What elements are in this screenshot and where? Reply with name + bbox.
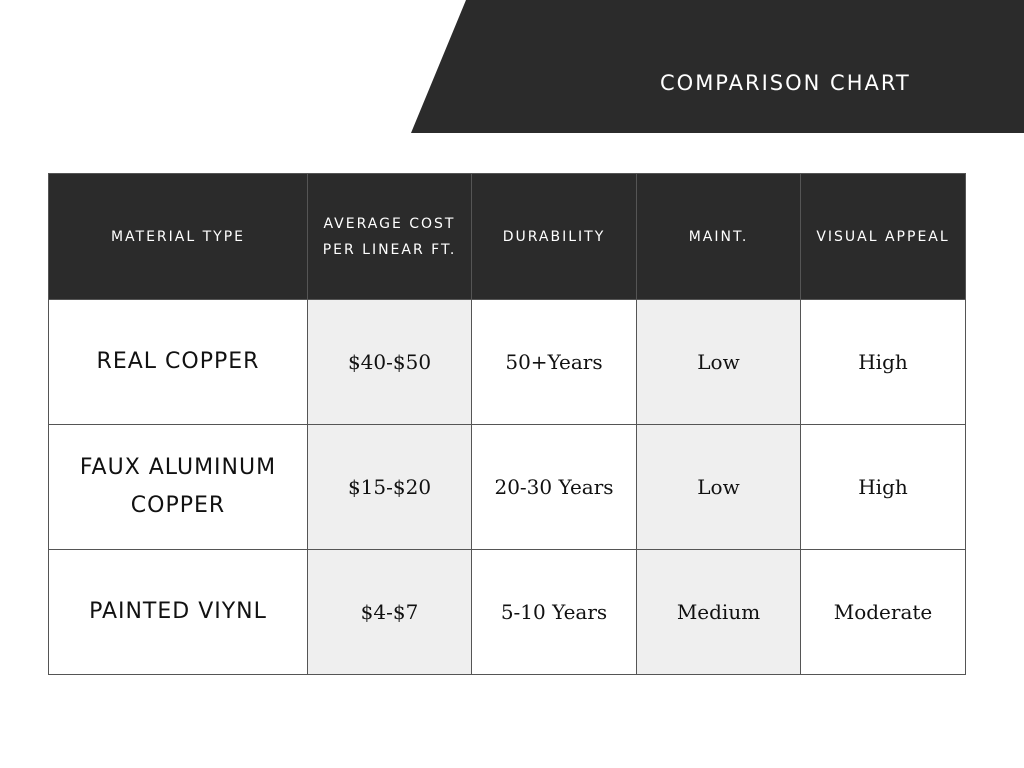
column-header-visual-appeal: VISUAL APPEAL — [801, 174, 966, 300]
cell-durability: 20-30 Years — [472, 425, 637, 550]
table-row — [49, 550, 966, 675]
page-title: COMPARISON CHART — [660, 71, 911, 95]
cell-average-cost: $4-$7 — [308, 550, 472, 675]
cell-visual-appeal: Moderate — [801, 550, 966, 675]
cell-maintenance: Low — [637, 425, 801, 550]
column-header-maintenance: MAINT. — [637, 174, 801, 300]
table-header-row — [49, 174, 966, 300]
cell-durability: 50+Years — [472, 300, 637, 425]
cell-material-type: REAL COPPER — [49, 300, 308, 425]
cell-visual-appeal: High — [801, 425, 966, 550]
column-header-average-cost: AVERAGE COST PER LINEAR FT. — [308, 174, 472, 300]
table-row — [49, 300, 966, 425]
cell-average-cost: $15-$20 — [308, 425, 472, 550]
cell-maintenance: Medium — [637, 550, 801, 675]
table-row — [49, 425, 966, 550]
cell-durability: 5-10 Years — [472, 550, 637, 675]
cell-average-cost: $40-$50 — [308, 300, 472, 425]
column-header-material-type: MATERIAL TYPE — [49, 174, 308, 300]
comparison-table — [48, 173, 966, 675]
cell-maintenance: Low — [637, 300, 801, 425]
cell-visual-appeal: High — [801, 300, 966, 425]
cell-material-type: PAINTED VIYNL — [49, 550, 308, 675]
column-header-durability: DURABILITY — [472, 174, 637, 300]
cell-material-type: FAUX ALUMINUM COPPER — [49, 425, 308, 550]
